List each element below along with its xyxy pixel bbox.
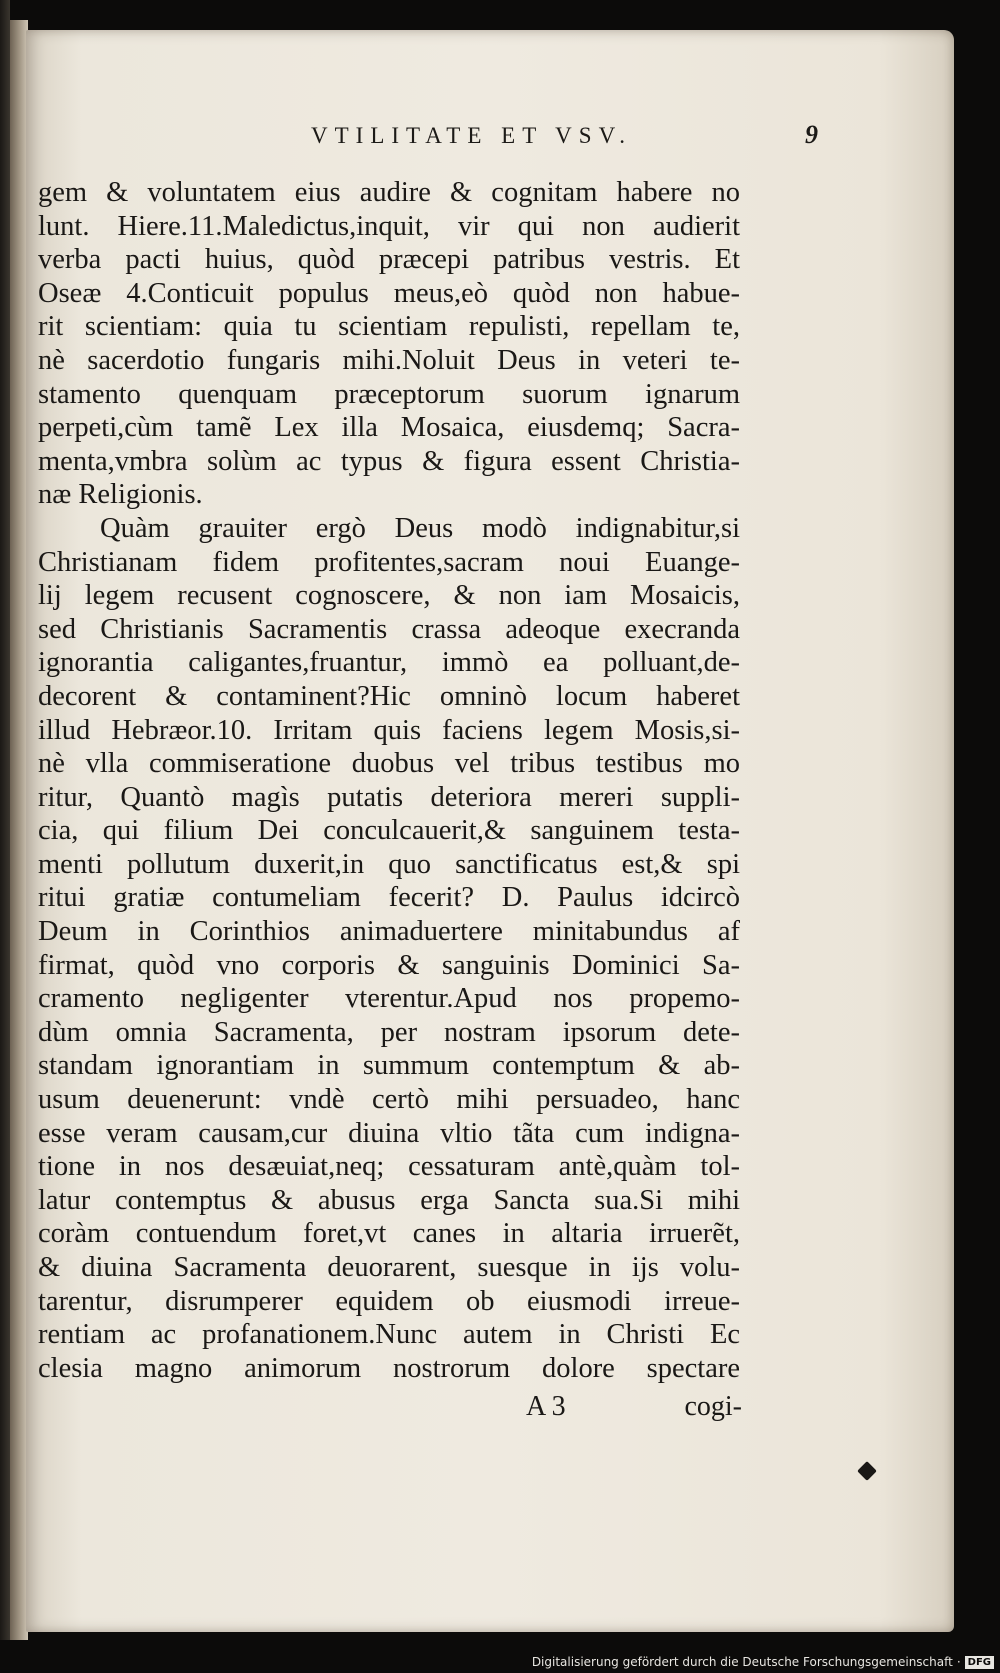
text-line: verba pacti huius, quòd præcepi patribus vestris. Et xyxy=(38,244,740,276)
text-line: nè sacerdotio fungaris mihi.Noluit Deus in veteri te- xyxy=(38,344,740,376)
text-line: usum deuenerunt: vndè certò mihi persuadeo, hanc xyxy=(38,1084,740,1116)
text-line: tione in nos desæuiat,neq; cessaturam antè,quàm tol- xyxy=(38,1151,740,1183)
text-line: Oseæ 4.Conticuit populus meus,eò quòd non habue- xyxy=(38,277,740,309)
text-line: latur contemptus & abusus erga Sancta sua.Si mihi xyxy=(38,1184,740,1216)
digitization-notice: Digitalisierung gefördert durch die Deutsche Forschungsgemeinschaft · DFG xyxy=(532,1655,994,1669)
text-line: rentiam ac profanationem.Nunc autem in Christi Ec xyxy=(38,1319,740,1351)
text-line: Christianam fidem profitentes,sacram noui Euange- xyxy=(38,546,740,578)
text-line: rit scientiam: quia tu scientiam repulisti, repellam te, xyxy=(38,311,740,343)
text-line: sed Christianis Sacramentis crassa adeoque execranda xyxy=(38,613,740,645)
book-page xyxy=(26,30,954,1632)
text-line: & diuina Sacramenta deuorarent, suesque in ijs volu- xyxy=(38,1252,740,1283)
text-line: lunt. Hiere.11.Maledictus,inquit, vir qui non audierit xyxy=(38,210,740,242)
text-line: ritur, Quantò magìs putatis deteriora mereri suppli- xyxy=(38,781,740,813)
text-line: cramento negligenter vterentur.Apud nos propemo- xyxy=(38,983,740,1015)
catchword: cogi- xyxy=(684,1391,742,1422)
signature-mark: A 3 xyxy=(526,1391,566,1422)
text-line: Quàm grauiter ergò Deus modò indignabitur,si xyxy=(100,512,740,544)
page-number: 9 xyxy=(805,120,818,149)
text-line: ignorantia caligantes,fruantur, immò ea polluant,de- xyxy=(38,647,740,679)
text-line: stamento quenquam præceptorum suorum ignarum xyxy=(38,378,740,410)
running-title: VTILITATE ET VSV. xyxy=(311,123,632,148)
text-line: coràm contuendum foret,vt canes in altaria irruerẽt, xyxy=(38,1218,740,1250)
text-line: menti pollutum duxerit,in quo sanctificatus est,& spi xyxy=(38,848,740,880)
text-line: clesia magno animorum nostrorum dolore spectare xyxy=(38,1352,740,1384)
text-line: lij legem recusent cognoscere, & non iam Mosaicis, xyxy=(38,580,740,612)
text-line: decorent & contaminent?Hic omninò locum haberet xyxy=(38,680,740,712)
digitization-text: Digitalisierung gefördert durch die Deutsche Forschungsgemeinschaft xyxy=(531,1655,953,1669)
text-line: illud Hebræor.10. Irritam quis faciens legem Mosis,si- xyxy=(38,714,740,746)
text-line: esse veram causam,cur diuina vltio tãta cum indigna- xyxy=(38,1117,740,1149)
running-head xyxy=(198,120,818,150)
text-line: ritui gratiæ contumeliam fecerit? D. Paulus idcircò xyxy=(38,882,740,914)
text-line: menta,vmbra solùm ac typus & figura essent Christia- xyxy=(38,445,740,477)
text-line: næ Religionis. xyxy=(38,479,203,511)
ink-mark xyxy=(857,1461,877,1481)
dfg-logo: DFG xyxy=(965,1656,994,1669)
text-line: cia, qui filium Dei conculcauerit,& sanguinem testa- xyxy=(38,815,740,847)
text-line: Deum in Corinthios animaduertere minitabundus af xyxy=(38,916,740,948)
text-line: dùm omnia Sacramenta, per nostram ipsorum dete- xyxy=(38,1016,740,1048)
body-text xyxy=(38,176,740,1385)
signature-line xyxy=(526,1391,742,1423)
scan-background xyxy=(0,0,10,1640)
text-line: tarentur, disrumperer equidem ob eiusmodi irreue- xyxy=(38,1285,740,1317)
text-line: firmat, quòd vno corporis & sanguinis Dominici Sa- xyxy=(38,949,740,981)
text-line: standam ignorantiam in summum contemptum & ab- xyxy=(38,1050,740,1082)
text-line: nè vlla commiseratione duobus vel tribus testibus mo xyxy=(38,748,740,780)
text-line: gem & voluntatem eius audire & cognitam habere no xyxy=(38,177,740,208)
text-line: perpeti,cùm tamẽ Lex illa Mosaica, eiusdemq; Sacra- xyxy=(38,412,740,444)
